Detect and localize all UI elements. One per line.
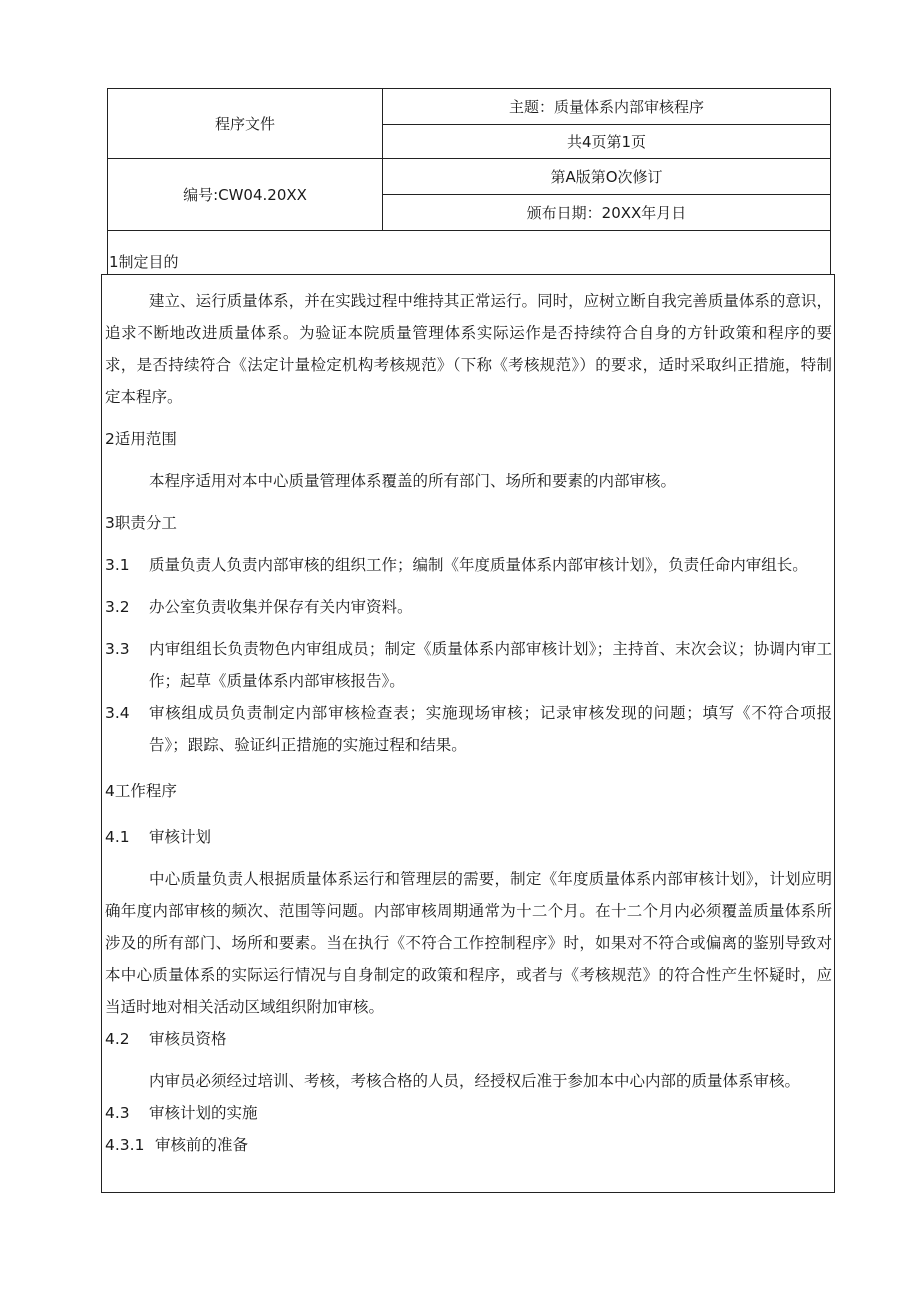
section-4-title: 4工作程序 [105,782,177,800]
subsection-title: 审核计划的实施 [149,1104,258,1122]
item-number: 4.2 [105,1030,130,1048]
list-item [105,697,832,761]
content [105,285,832,1161]
body-box [101,274,835,1193]
item-number: 3.1 [105,556,130,574]
item-number: 3.3 [105,640,130,658]
item-number: 4.3 [105,1104,130,1122]
section-3-title: 3职责分工 [105,514,177,532]
subsection-4-3-1 [105,1129,832,1161]
subsection-4-2-paragraph: 内审员必须经过培训、考核，考核合格的人员，经授权后准于参加本中心内部的质量体系审核。 [149,1072,801,1090]
list-item [105,591,832,623]
subsection-title: 审核员资格 [149,1030,227,1048]
issue-date: 颁布日期：20XX年月日 [526,204,687,222]
item-number: 3.4 [105,704,130,722]
issue-date-cell [383,195,830,231]
list-item [105,633,832,697]
section-2-paragraph: 本程序适用对本中心质量管理体系覆盖的所有部门、场所和要素的内部审核。 [149,472,677,490]
revision-cell [383,159,830,195]
header-table [107,88,831,274]
subsection-4-1-paragraph: 中心质量负责人根据质量体系运行和管理层的需要，制定《年度质量体系内部审核计划》，计划应明确年度内部审核的频次、范围等问题。内部审核周期通常为十二个月。在十二个月内必须覆盖质量体系所涉及的所有部门、场所和要素。当在执行《不符合工作控制程序》时，如果对不符合或偏离的鉴别导致对本中心质量体系的实际运行情况与自身制定的政策和程序，或者与《考核规范》的符合性产生怀疑时，应当适时地对相关活动区域组织附加审核。 [105,870,832,1016]
pages-cell [383,125,830,159]
subsection-4-3 [105,1097,832,1129]
item-text: 质量负责人负责内部审核的组织工作；编制《年度质量体系内部审核计划》，负责任命内审组长。 [149,556,808,574]
page-count: 共4页第1页 [566,133,647,151]
doc-type: 程序文件 [214,115,275,133]
doc-number: 编号:CW04.20XX [183,186,307,204]
section-1-row [108,231,830,275]
section-1-title: 1制定目的 [109,253,179,271]
section-2-title: 2适用范围 [105,430,177,448]
subsection-4-2 [105,1023,832,1055]
list-item [105,549,832,581]
item-text: 办公室负责收集并保存有关内审资料。 [149,598,413,616]
item-text: 内审组组长负责物色内审组成员；制定《质量体系内部审核计划》；主持首、末次会议；协调内审工作；起草《质量体系内部审核报告》。 [149,640,832,690]
item-number: 4.1 [105,828,130,846]
subsection-4-1 [105,821,832,853]
subsection-title: 审核计划 [149,828,212,846]
item-number: 3.2 [105,598,130,616]
subject-cell [383,89,830,125]
item-text: 审核组成员负责制定内部审核检查表；实施现场审核；记录审核发现的问题；填写《不符合项报告》；跟踪、验证纠正措施的实施过程和结果。 [149,704,832,754]
doc-no-cell [108,159,383,231]
revision: 第A版第O次修订 [550,168,663,186]
doc-subject: 主题：质量体系内部审核程序 [508,98,704,116]
item-number: 4.3.1 [105,1136,145,1154]
doc-type-cell [108,89,383,159]
subsection-title: 审核前的准备 [155,1136,249,1154]
section-1-paragraph: 建立、运行质量体系，并在实践过程中维持其正常运行。同时，应树立断自我完善质量体系的意识，追求不断地改进质量体系。为验证本院质量管理体系实际运作是否持续符合自身的方针政策和程序的要求，是否持续符合《法定计量检定机构考核规范》（下称《考核规范》）的要求，适时采取纠正措施，特制定本程序。 [105,292,832,406]
